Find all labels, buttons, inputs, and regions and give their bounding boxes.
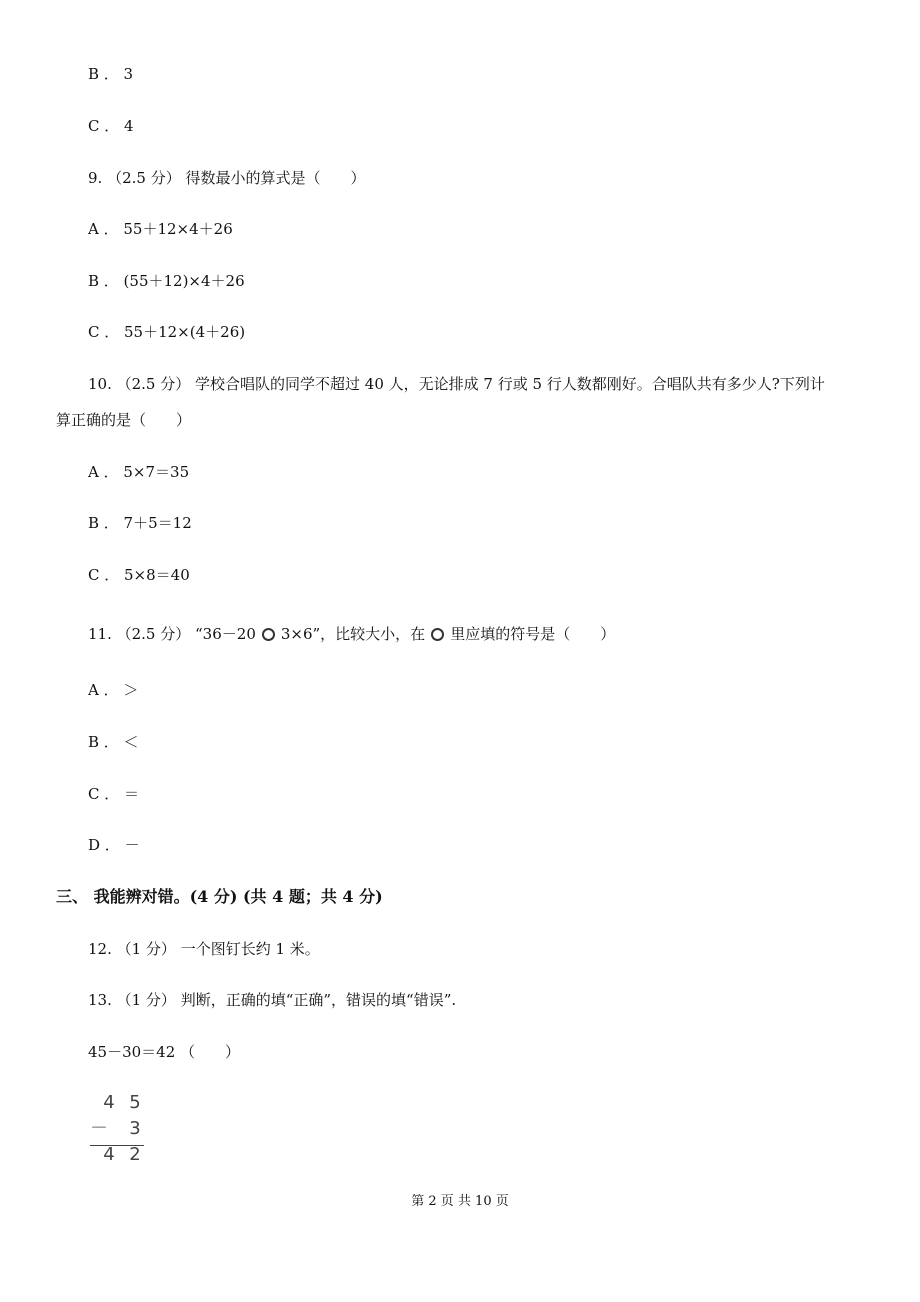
blank-circle-icon — [262, 628, 275, 641]
q10-option-c: C ． 5×8＝40 — [88, 566, 190, 584]
q9-option-a: A ． 55＋12×4＋26 — [88, 220, 233, 238]
q9-option-b: B ． (55＋12)×4＋26 — [88, 272, 245, 290]
vert-digit: 4 — [103, 1144, 115, 1165]
q8-option-c: C ． 4 — [88, 117, 134, 135]
page-footer: 第 2 页 共 10 页 — [411, 1194, 509, 1209]
vertical-subtraction — [90, 1090, 146, 1168]
vert-digit: 5 — [129, 1092, 141, 1113]
vert-operator: － — [90, 1118, 108, 1139]
q11-stem-part3: 里应填的符号是（ ） — [450, 625, 616, 643]
blank-circle-icon — [431, 628, 444, 641]
q9-option-c: C ． 55＋12×(4＋26) — [88, 323, 246, 341]
q13-expression: 45－30＝42 （ ） — [88, 1043, 241, 1061]
q8-option-b: B ． 3 — [88, 65, 134, 83]
q11-stem — [88, 624, 615, 644]
vert-digit: 2 — [129, 1144, 141, 1165]
q10-stem-line2: 算正确的是（ ） — [56, 411, 192, 429]
q11-stem-part2: 3×6”，比较大小，在 — [280, 625, 426, 643]
q10-stem-line1: 10. （2.5 分） 学校合唱队的同学不超过 40 人，无论排成 7 行或 5 行人数都刚好。合唱队共有多少人?下列计 — [88, 375, 825, 393]
q11-option-b: B ． ＜ — [88, 733, 139, 751]
q11-option-d: D ． － — [88, 836, 140, 854]
q13-stem: 13. （1 分） 判断，正确的填“正确”，错误的填“错误”. — [88, 991, 457, 1009]
q12-stem: 12. （1 分） 一个图钉长约 1 米。 — [88, 940, 320, 958]
q11-option-a: A ． ＞ — [88, 681, 139, 699]
q11-option-c: C ． ＝ — [88, 785, 140, 803]
q10-option-b: B ． 7＋5＝12 — [88, 514, 192, 532]
q11-stem-part1: 11. （2.5 分） “36－20 — [88, 625, 256, 643]
q9-stem: 9. （2.5 分） 得数最小的算式是（ ） — [88, 169, 366, 187]
vert-digit: 4 — [103, 1092, 115, 1113]
q10-option-a: A ． 5×7＝35 — [88, 463, 190, 481]
section-3-title: 三、 我能辨对错。(4 分) (共 4 题；共 4 分) — [56, 887, 383, 906]
vert-digit: 3 — [129, 1118, 141, 1139]
